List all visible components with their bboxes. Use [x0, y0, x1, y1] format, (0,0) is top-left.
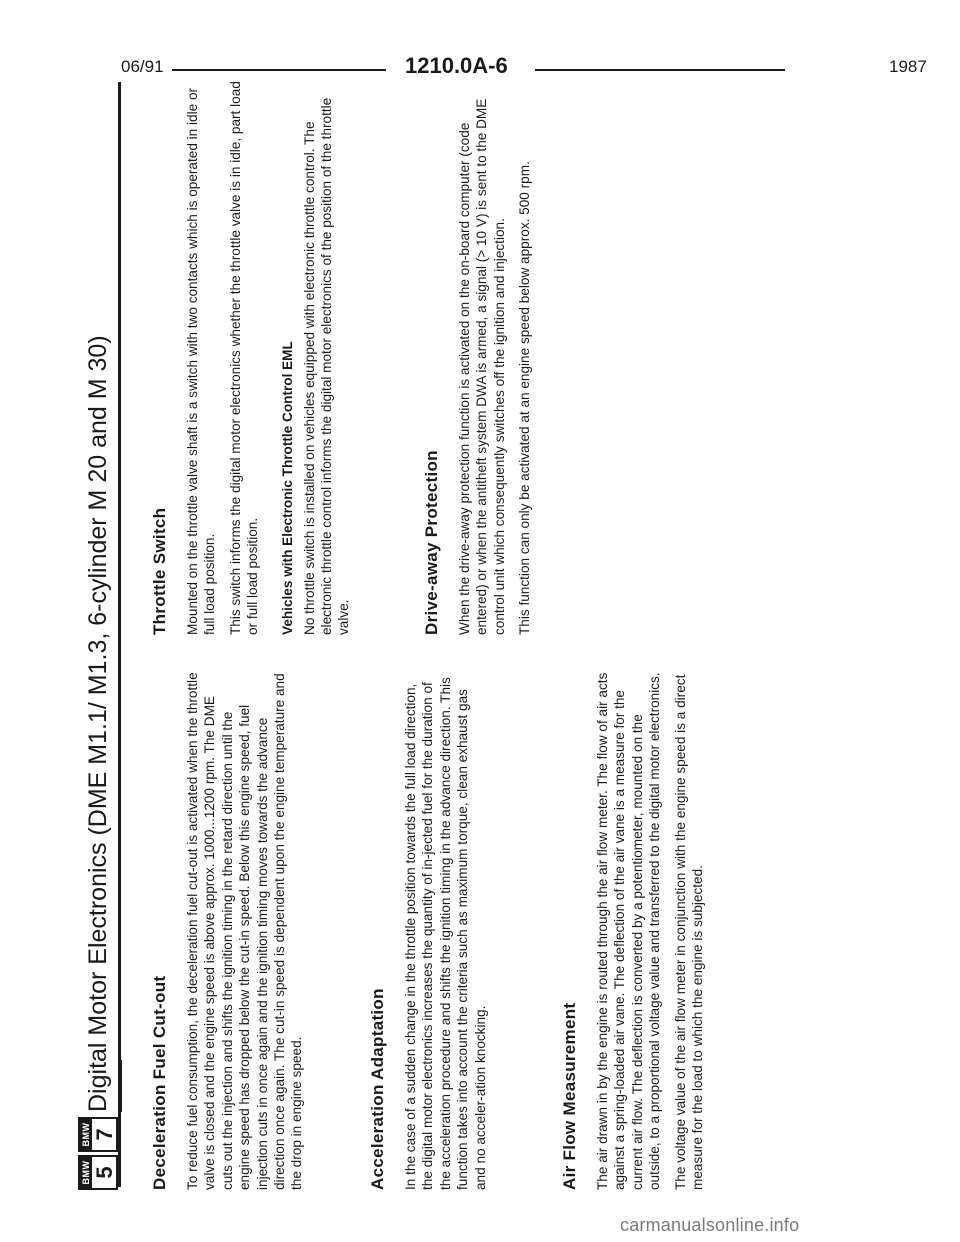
model-year: 1987 [889, 57, 927, 76]
section-airflow [560, 670, 706, 1190]
model-badges [78, 1114, 118, 1190]
paragraph: No throttle switch is installed on vehicles equipped with electronic throttle control. The electronic throttle control informs the digital motor electronics of the position of the throttle valve. [301, 97, 352, 635]
title-underline [119, 1060, 122, 1112]
section-heading: Deceleration Fuel Cut-out [150, 975, 169, 1190]
paragraph: When the drive-away protection function is activated on the on-board computer (code entered) or when the antitheft system DWA is armed, a signal (> 10 V) is sent to the DME control unit which consequently switches off the ignition and injection. [457, 98, 507, 635]
badge-brand: BMW [80, 1119, 92, 1150]
subheading: Vehicles with Electronic Throttle Control EML [279, 341, 295, 635]
document-title: Digital Motor Electronics (DME M1.1/ M1.3, 6-cylinder M 20 and M 30) [84, 335, 112, 1112]
section-header [76, 80, 122, 1190]
page-code: 1210.0A-6 [405, 53, 508, 78]
bmw-badge-7 [78, 1117, 118, 1152]
paragraph: The voltage value of the air flow meter in conjunction with the engine speed is a direct measure for the load to which the engine is subjected. [672, 674, 706, 1190]
paragraph: This function can only be activated at an engine speed below approx. 500 rpm. [517, 161, 533, 635]
section-heading: Acceleration Adaptation [368, 988, 387, 1190]
section-throttle-switch [150, 80, 353, 635]
watermark: carmanualsonline.info [620, 1215, 800, 1235]
revision-date: 06/91 [121, 57, 164, 76]
paragraph: In the case of a sudden change in the throttle position towards the full load direction, the digital motor electronics increases the quantity of in-jected fuel for the duration of the acceleration procedure and shifts the ignition timing in the advance direction. This function takes into account the criteria such as maximum torque, clean exhaust gas and no acceler-ation knocking. [403, 677, 488, 1190]
badge-brand: BMW [80, 1157, 92, 1188]
badge-number: 5 [92, 1166, 117, 1179]
section-drive-away [422, 80, 534, 635]
rotated-page-content [76, 80, 776, 1190]
paragraph: The air drawn in by the engine is routed through the air flow meter. The flow of air acts against a spring-loaded air vane. The deflection of the air vane is a measure for the current air flow. The deflection is converted by a potentiometer, mounted on the outside, to a proportional voltage value and transferred to the digital motor electronics. [595, 672, 663, 1190]
paragraph: Mounted on the throttle valve shaft is a switch with two contacts which is operated in idle or full load position. [185, 87, 218, 635]
section-heading: Drive-away Protection [422, 450, 441, 635]
header-rule-right [535, 69, 785, 71]
section-heading: Air Flow Measurement [560, 1002, 579, 1190]
badge-number: 7 [92, 1128, 117, 1141]
section-heading: Throttle Switch [150, 507, 169, 635]
header-rule-left [172, 69, 386, 71]
paragraph: This switch informs the digital motor electronics whether the throttle valve is in idle, part load or full load position. [227, 81, 261, 635]
bmw-badge-5 [78, 1155, 118, 1190]
page-header-strip [0, 0, 960, 92]
section-acceleration [368, 670, 489, 1190]
paragraph: To reduce fuel consumption, the deceleration fuel cut-out is activated when the throttle valve is closed and the engine speed is above approx. 1000...1200 rpm. The DME cuts out the injection and shifts the ignition timing in the retard direction until the engine speed has dropped below the cut-in speed. Below this engine speed, fuel injection cuts in once again and the ignition timing moves towards the advance direction once again. The cut-in speed is dependent upon the engine temperature and the drop in engine speed. [185, 672, 305, 1190]
section-deceleration [150, 670, 306, 1190]
